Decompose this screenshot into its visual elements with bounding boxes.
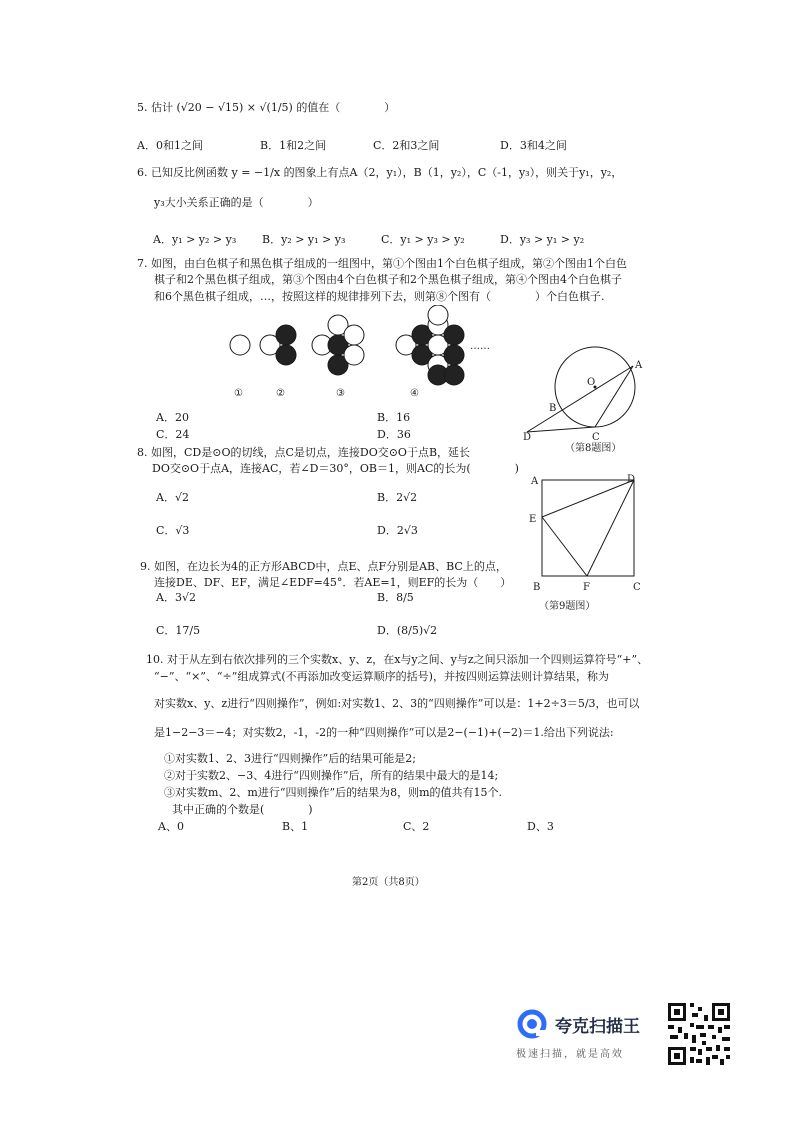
- q9-square-figure: [525, 470, 655, 615]
- q5-stem: 5. 估计 (√20 − √15) × √(1/5) 的值在（ ）: [137, 101, 396, 114]
- black-piece: [276, 325, 296, 345]
- q7-stem-line3: 和6个黑色棋子组成，…，按照这样的规律排列下去，则第⑧个图有（ ）个白色棋子.: [154, 290, 605, 303]
- point-a: A: [531, 476, 539, 487]
- q8-option-c: C．√3: [156, 524, 190, 537]
- white-piece: [344, 325, 364, 345]
- point-f: F: [583, 582, 590, 593]
- point-o: O: [587, 377, 596, 388]
- black-piece: [444, 365, 464, 385]
- q7-option-d: D．36: [377, 428, 411, 441]
- q8-figure-caption: （第8题图）: [565, 443, 622, 454]
- q7-option-c: C．24: [156, 428, 190, 441]
- q10-question: 其中正确的个数是( ): [172, 803, 313, 816]
- q7-figure-label-4: ④: [410, 388, 419, 399]
- point-b: B: [549, 403, 557, 414]
- point-c: C: [592, 432, 600, 443]
- q10-option-a: A、0: [158, 820, 184, 833]
- black-piece: [444, 325, 464, 345]
- point-e: E: [529, 514, 537, 525]
- q6-function: y = −1/x: [231, 166, 281, 179]
- q10-option-c: C、2: [403, 820, 430, 833]
- q7-chess-figure: [220, 305, 510, 415]
- white-piece: [344, 345, 364, 365]
- q7-option-b: B．16: [377, 411, 411, 424]
- q10-statement-3: ③对实数m、2、m进行“四则操作”后的结果为8，则m的值共有15个.: [164, 786, 503, 799]
- q8-option-a: A．√2: [156, 491, 189, 504]
- point-b: B: [533, 582, 541, 593]
- q6-stem-line2: y₃大小关系正确的是（ ）: [154, 196, 319, 209]
- q9-figure-caption: （第9题图）: [539, 601, 596, 612]
- q10-stem-line4: 是1−2−3＝−4；对实数2，-1，-2的一种“四则操作”可以是2−(−1)+(−2)＝1.给出下列说法:: [154, 726, 614, 739]
- q10-statement-2: ②对于实数2、−3、4进行“四则操作”后，所有的结果中最大的是14;: [164, 769, 499, 782]
- q9-option-c: C．17/5: [156, 624, 201, 637]
- q10-statement-1: ①对实数1、2、3进行“四则操作”后的结果可能是2;: [164, 752, 416, 765]
- q10-stem-line2: “−”、“×”、“÷”组成算式(不再添加改变运算顺序的括号)，并按四则运算法则计算结果，称为: [154, 670, 609, 683]
- q8-stem-line2: DO交⊙O于点A，连接AC，若∠D＝30°，OB＝1，则AC的长为( ): [152, 462, 519, 475]
- q8-option-d: D．2√3: [377, 524, 418, 537]
- point-d: D: [523, 432, 532, 443]
- q7-stem-line2: 棋子和2个黑色棋子组成，第③个图由4个白色棋子和2个黑色棋子组成，第④个图由4个白色棋子: [154, 273, 622, 286]
- q7-stem-line1: 7. 如图，由白色棋子和黑色棋子组成的一组图中，第①个图由1个白色棋子组成，第②个图由1个白色: [137, 257, 627, 270]
- q8-option-b: B．2√2: [377, 491, 418, 504]
- q10-option-d: D、3: [527, 820, 554, 833]
- q6-option-c: C．y₁ > y₃ > y₂: [381, 233, 465, 246]
- q6-option-d: D．y₃ > y₁ > y₂: [500, 233, 585, 246]
- q7-figure-label-3: ③: [336, 388, 345, 399]
- q10-option-b: B、1: [282, 820, 309, 833]
- point-a: A: [635, 360, 643, 371]
- page-number: 第2页（共8页）: [352, 877, 425, 888]
- q7-figure-label-2: ②: [276, 388, 285, 399]
- q9-stem-line2: 连接DE、DF、EF，满足∠EDF=45°．若AE=1，则EF的长为（ ）: [154, 576, 512, 589]
- q5-option-d: D．3和4之间: [500, 139, 567, 152]
- q7-option-a: A．20: [156, 411, 189, 424]
- qr-code-icon: [666, 1001, 732, 1067]
- q9-option-a: A．3√2: [156, 591, 196, 604]
- q10-stem-line1: 10. 对于从左到右依次排列的三个实数x、y、z，在x与y之间、y与z之间只添加一个四则运算符号“+”、: [146, 653, 649, 666]
- q7-figure-label-1: ①: [234, 388, 243, 399]
- white-piece: [428, 305, 448, 325]
- q7-ellipsis: ……: [470, 341, 490, 352]
- q5-option-b: B．1和2之间: [260, 139, 327, 152]
- q8-stem-line1: 8. 如图，CD是⊙O的切线，点C是切点，连接DO交⊙O于点B，延长: [137, 446, 471, 459]
- white-piece: [230, 335, 250, 355]
- q9-stem-line1: 9. 如图，在边长为4的正方形ABCD中，点E、点F分别是AB、BC上的点，: [140, 560, 507, 573]
- q6-option-a: A．y₁ > y₂ > y₃: [153, 233, 237, 246]
- q8-circle-figure: [515, 340, 665, 460]
- q5-option-a: A．0和1之间: [137, 139, 203, 152]
- q5-expression: (√20 − √15) × √(1/5): [176, 101, 293, 114]
- q9-option-d: D．(8/5)√2: [377, 624, 438, 637]
- black-piece: [444, 345, 464, 365]
- point-d: D: [627, 474, 636, 485]
- quark-logo-icon: [516, 1008, 552, 1040]
- q6-stem-line1: 6. 已知反比例函数 y = −1/x 的图象上有点A（2，y₁），B（1，y₂），C（-1，y₃），则关于y₁，y₂，: [137, 166, 623, 179]
- black-piece: [276, 345, 296, 365]
- watermark-slogan: 极速扫描，就是高效: [516, 1049, 624, 1060]
- q10-stem-line3: 对实数x、y、z进行“四则操作”，例如:对实数1、2、3的“四则操作”可以是：1+2÷3＝5/3，也可以: [154, 697, 640, 710]
- point-c: C: [633, 582, 641, 593]
- q6-option-b: B．y₂ > y₁ > y₃: [262, 233, 346, 246]
- q9-option-b: B．8/5: [377, 591, 414, 604]
- q5-option-c: C．2和3之间: [373, 139, 440, 152]
- watermark-brand: 夸克扫描王: [555, 1017, 640, 1037]
